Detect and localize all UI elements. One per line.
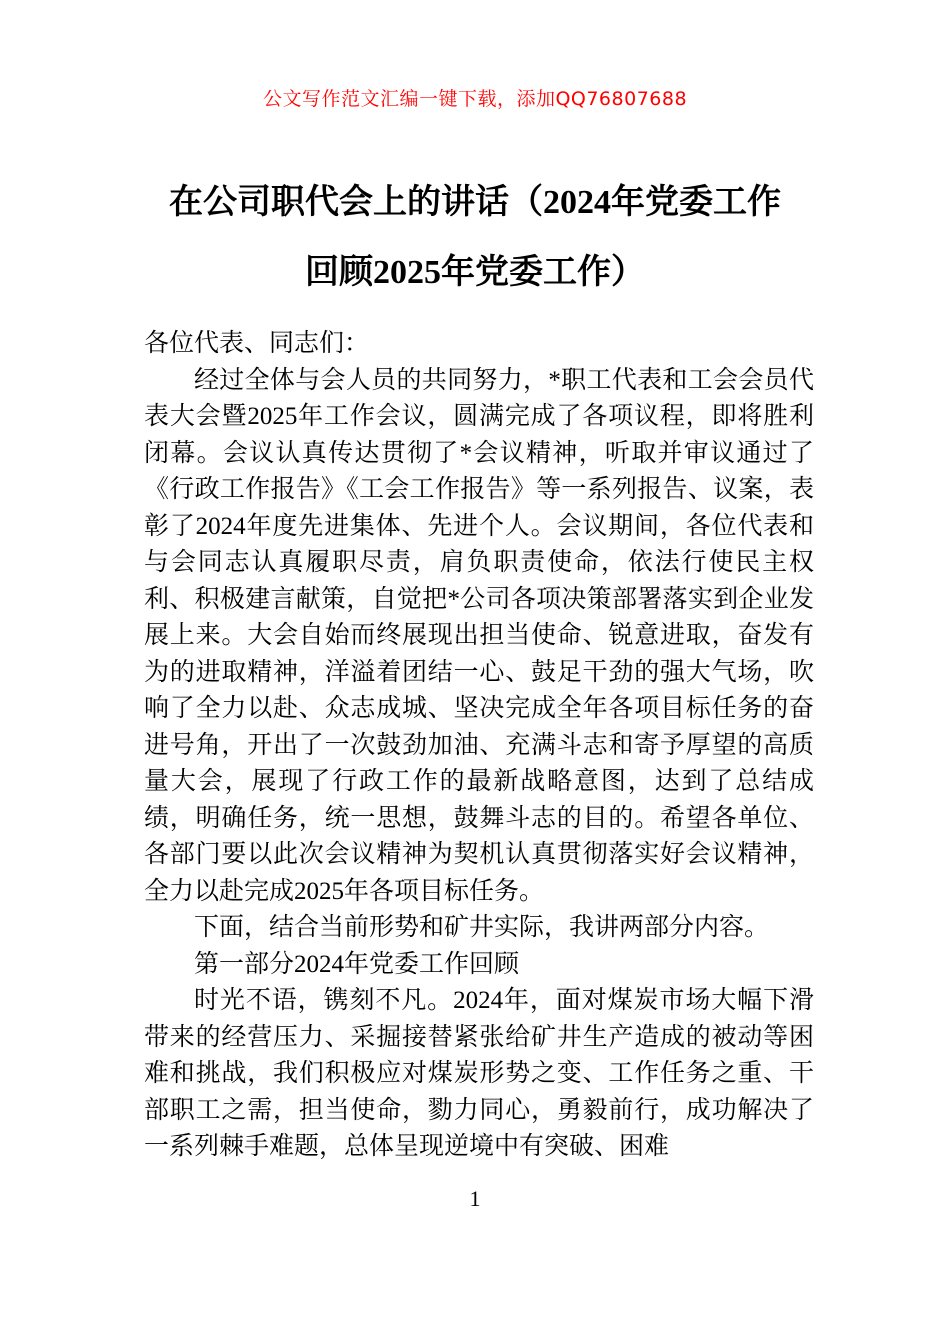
document-title	[80, 168, 870, 308]
body-paragraph: 时光不语，镌刻不凡。2024年，面对煤炭市场大幅下滑带来的经营压力、采掘接替紧张给矿井生产造成的被动等困难和挑战，我们积极应对煤炭形势之变、工作任务之重、干部职工之需，担当使命，勠力同心，勇毅前行，成功解决了一系列棘手难题，总体呈现逆境中有突破、困难	[144, 987, 814, 1160]
salutation-line: 各位代表、同志们：	[144, 330, 370, 357]
page-number: 1	[469, 1186, 481, 1211]
body-paragraph: 下面，结合当前形势和矿井实际，我讲两部分内容。	[194, 914, 770, 941]
body-paragraph-section-heading: 第一部分2024年党委工作回顾	[194, 950, 520, 978]
body-paragraph: 经过全体与会人员的共同努力，*职工代表和工会会员代表大会暨2025年工作会议，圆满完成了各项议程，即将胜利闭幕。会议认真传达贯彻了*会议精神，听取并审议通过了《行政工作报告》《工会工作报告》等一系列报告、议案，表彰了2024年度先进集体、先进个人。会议期间，各位代表和与会同志认真履职尽责，肩负职责使命，依法行使民主权利、积极建言献策，自觉把*公司各项决策部署落实到企业发展上来。大会自始而终展现出担当使命、锐意进取，奋发有为的进取精神，洋溢着团结一心、鼓足干劲的强大气场，吹响了全力以赴、众志成城、坚决完成全年各项目标任务的奋进号角，开出了一次鼓劲加油、充满斗志和寄予厚望的高质量大会，展现了行政工作的最新战略意图，达到了总结成绩，明确任务，统一思想，鼓舞斗志的目的。希望各单位、各部门要以此次会议精神为契机认真贯彻落实好会议精神，全力以赴完成2025年各项目标任务。	[144, 366, 814, 905]
document-title-line2: 回顾2025年党委工作）	[305, 254, 645, 291]
document-title-line1: 在公司职代会上的讲话（2024年党委工作	[169, 184, 781, 221]
document-body	[144, 326, 814, 1166]
promo-header-text: 公文写作范文汇编一键下载，添加QQ76807688	[262, 88, 688, 110]
